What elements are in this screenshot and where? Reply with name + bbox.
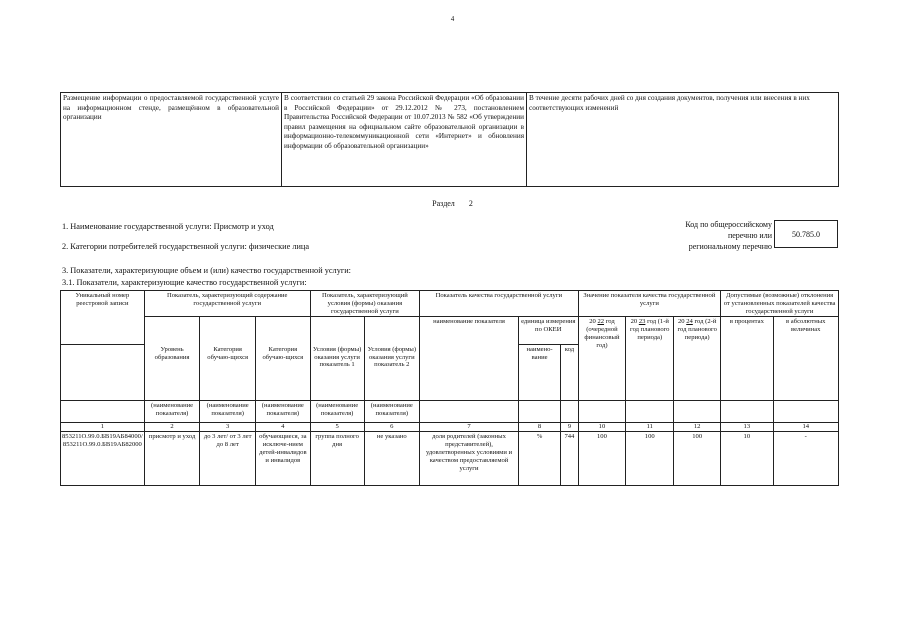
sub-category-2: Категория обучаю-щихся (255, 345, 310, 401)
col-num: 7 (420, 423, 519, 432)
cell-category: обучающиеся, за исключе-нием детей-инвалидов и инвалидов (255, 432, 310, 486)
cell-indicator: доля родителей (законных представителей), удовлетворенных условиями и качеством предоставляемой услуги (420, 432, 519, 486)
header-deviation: Допустимые (возможные) отклонения от установленных показателей качества государственной услуги (721, 291, 839, 317)
consumers-line: 2. Категории потребителей государственной услуги: физические лица (62, 242, 310, 251)
blank (61, 401, 145, 423)
section-number: 2 (468, 199, 473, 208)
header-reg-number: Уникальный номер реестровой записи (61, 291, 145, 345)
sub-category-1: Категория обучаю-щихся (200, 345, 256, 401)
info-frequency-cell: В течение десяти рабочих дней со дня создания документов, получения или внесения в них соответствующих изменений (527, 93, 839, 187)
header-unit-code: код (561, 345, 578, 401)
cell-unit-code: 744 (561, 432, 578, 486)
header-conditions: Показатель, характеризующий условия (формы) оказания государственной услуги (310, 291, 419, 317)
sub-condition-1: Условия (формы) оказания услуги показатель 1 (310, 345, 364, 401)
year-2-prefix: 20 (630, 318, 638, 326)
blank (626, 401, 674, 423)
indicator-name-5: (наименование показателя) (310, 401, 364, 423)
year-2-number: 23 (638, 318, 646, 326)
section-heading (0, 199, 905, 208)
quality-indicators-table (60, 290, 839, 486)
cell-dev-percent: 10 (721, 432, 773, 486)
header-dev-absolute: в абсолютных величинах (773, 317, 838, 401)
cell-value-2: 100 (626, 432, 674, 486)
header-values: Значение показателя качества государственной услуги (578, 291, 721, 317)
cell-value-3: 100 (674, 432, 721, 486)
blank (420, 401, 519, 423)
year-3-caption: год (2-й год планового периода) (677, 318, 717, 341)
blank (144, 317, 200, 345)
year-3-prefix: 20 (677, 318, 685, 326)
col-num: 4 (255, 423, 310, 432)
year-1-caption: год (очередной финансовый год) (584, 318, 620, 349)
col-num: 11 (626, 423, 674, 432)
header-unit: единица измерения по ОКЕИ (518, 317, 578, 345)
cell-dev-absolute: - (773, 432, 838, 486)
col-num: 3 (200, 423, 256, 432)
indicator-name-4: (наименование показателя) (255, 401, 310, 423)
code-value-box: 50.785.0 (774, 220, 838, 248)
sub-level: Уровень образования (144, 345, 200, 401)
header-unit-name: наимено-вание (518, 345, 560, 401)
table-header-row (61, 317, 839, 345)
blank (200, 317, 256, 345)
info-method-cell: Размещение информации о предоставляемой государственной услуге на информационном стенде, размещённом в образовательной организации (61, 93, 282, 187)
header-quality: Показатель качества государственной услуги (420, 291, 578, 317)
cell-condition-2: не указано (364, 432, 420, 486)
blank (674, 401, 721, 423)
table-header-row (61, 291, 839, 317)
header-indicator-name: наименование показателя (420, 317, 519, 401)
indicator-name-3: (наименование показателя) (200, 401, 256, 423)
blank (721, 401, 773, 423)
cell-unit-name: % (518, 432, 560, 486)
blank (364, 317, 420, 345)
blank (773, 401, 838, 423)
code-label-3: региональному перечню (688, 242, 772, 251)
blank (518, 401, 560, 423)
col-num: 14 (773, 423, 838, 432)
page-number: 4 (450, 15, 455, 23)
year-1-prefix: 20 (589, 318, 596, 326)
header-year-1 (578, 317, 626, 401)
cell-value-1: 100 (578, 432, 626, 486)
col-num: 6 (364, 423, 420, 432)
col-num: 13 (721, 423, 773, 432)
blank (61, 345, 145, 401)
col-num: 8 (518, 423, 560, 432)
blank (578, 401, 626, 423)
header-year-2 (626, 317, 674, 401)
sub-condition-2: Условия (формы) оказания услуги показатель 2 (364, 345, 420, 401)
table-header-row (61, 401, 839, 423)
quality-line: 3.1. Показатели, характеризующие качество государственной услуги: (62, 278, 307, 287)
service-name-line: 1. Наименование государственной услуги: Присмотр и уход (62, 222, 274, 231)
table-row (61, 93, 839, 187)
col-num: 10 (578, 423, 626, 432)
year-2-caption: год (1-й год планового периода) (630, 318, 670, 341)
col-num: 5 (310, 423, 364, 432)
indicator-name-6: (наименование показателя) (364, 401, 420, 423)
col-num: 9 (561, 423, 578, 432)
blank (561, 401, 578, 423)
blank (255, 317, 310, 345)
header-dev-percent: в процентах (721, 317, 773, 401)
info-placement-table (60, 92, 839, 187)
code-label-2: перечню или (727, 231, 772, 240)
indicators-line: 3. Показатели, характеризующие объем и (или) качество государственной услуги: (62, 266, 351, 275)
cell-age: до 3 лет/ от 3 лет до 8 лет (200, 432, 256, 486)
col-num: 2 (144, 423, 200, 432)
column-numbers-row (61, 423, 839, 432)
info-content-cell: В соответствии со статьей 29 закона Российской Федерации «Об образовании в Российской Федерации» от 29.12.2012 № 273, постановлением Правительства Российской Федерации от 10.07.2013 № 582 «Об утверждении правил размещения на официальном сайте образовательной организации в информационно-телекоммуникационной сети «Интернет» и обновления информации об образовательной организации» (282, 93, 527, 187)
cell-content: присмотр и уход (144, 432, 200, 486)
section-label: Раздел (432, 199, 455, 208)
col-num: 1 (61, 423, 145, 432)
header-year-3 (674, 317, 721, 401)
blank (310, 317, 364, 345)
year-3-number: 24 (686, 318, 693, 326)
col-num: 12 (674, 423, 721, 432)
table-row (61, 432, 839, 486)
indicator-name-2: (наименование показателя) (144, 401, 200, 423)
year-1-number: 22 (597, 318, 605, 326)
cell-condition-1: группа полного дня (310, 432, 364, 486)
header-content: Показатель, характеризующий содержание государственной услуги (144, 291, 310, 317)
cell-reg-number: 853211О.99.0.БВ19АБ84000/ 853211О.99.0.БВ19АБ82000 (61, 432, 145, 486)
code-label-1: Код по общероссийскому (685, 220, 772, 229)
